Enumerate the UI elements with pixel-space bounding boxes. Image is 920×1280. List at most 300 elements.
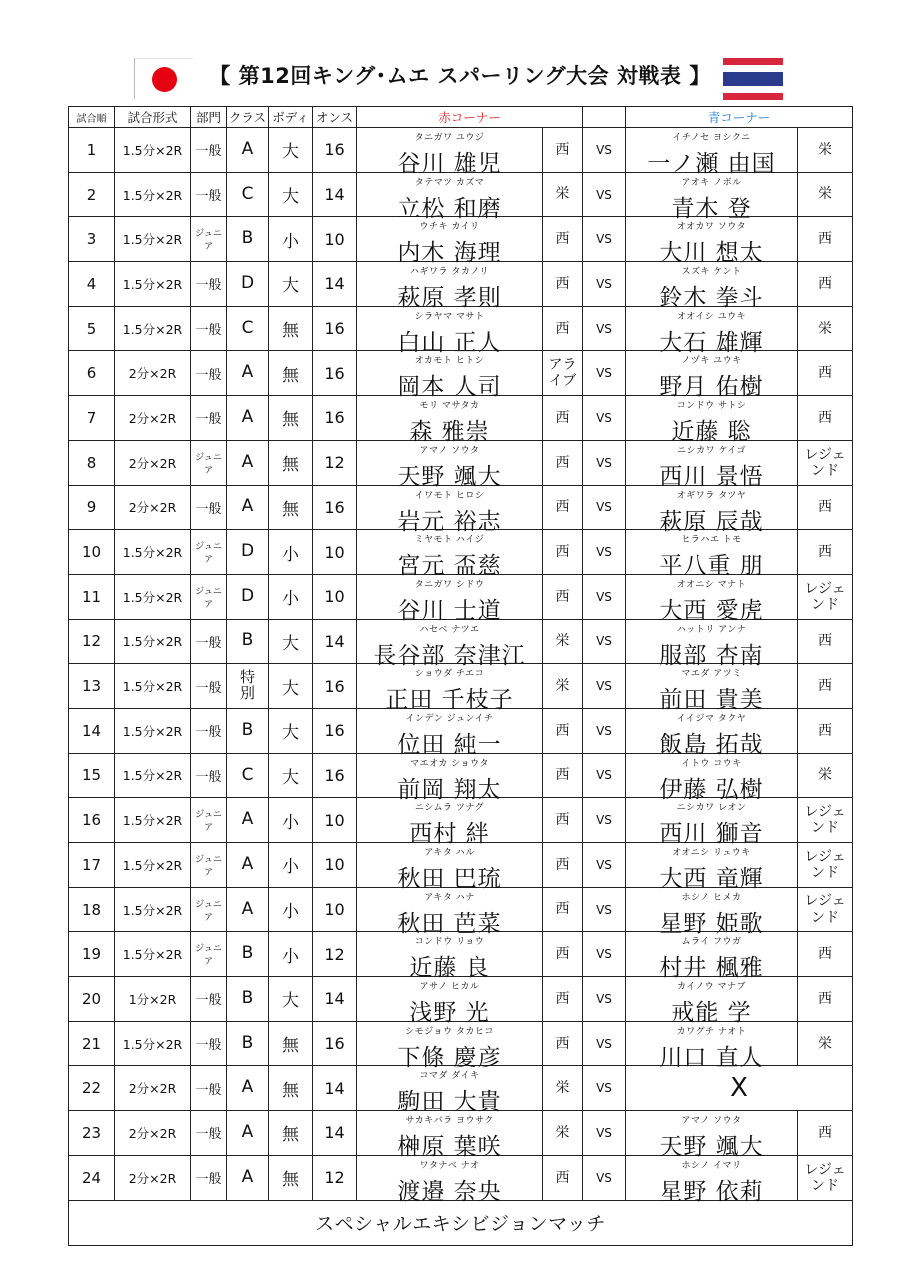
- match-division: 一般: [191, 619, 227, 664]
- match-row: [69, 887, 853, 932]
- blue-fighter: [626, 1111, 798, 1161]
- match-division: 一般: [191, 128, 227, 173]
- match-ounce: 10: [313, 798, 357, 843]
- vs-label: VS: [583, 440, 626, 485]
- vs-label: VS: [583, 887, 626, 932]
- match-row: [69, 753, 853, 798]
- red-fighter-kana: ショウダ チエコ: [414, 669, 485, 680]
- match-row: [69, 1111, 853, 1156]
- match-ounce: 16: [313, 708, 357, 753]
- red-fighter-gym: [543, 753, 583, 798]
- match-format: 1.5分×2R: [115, 262, 191, 307]
- blue-fighter-kana: アマノ ソウタ: [681, 1116, 742, 1127]
- blue-fighter-name: 平八重 朋: [659, 553, 764, 580]
- match-row: [69, 1066, 853, 1111]
- match-body: 小: [269, 530, 313, 575]
- red-fighter-kana: アマノ ソウタ: [419, 445, 480, 456]
- match-body: 無: [269, 396, 313, 441]
- red-fighter-kana: サカキバラ ヨウサク: [405, 1116, 494, 1127]
- match-format: 1.5分×2R: [115, 708, 191, 753]
- blue-gym-text: 西: [818, 990, 833, 1007]
- blue-fighter: [626, 262, 798, 312]
- header-no: 試合順: [69, 107, 115, 128]
- red-fighter: [357, 306, 543, 356]
- match-division: 一般: [191, 708, 227, 753]
- match-number: 12: [69, 619, 115, 664]
- match-division: 一般: [191, 753, 227, 798]
- vs-label: VS: [583, 128, 626, 173]
- match-body: 小: [269, 887, 313, 932]
- blue-fighter-name: 西川 景悟: [659, 463, 764, 490]
- red-fighter: [357, 262, 543, 312]
- match-format: 1.5分×2R: [115, 843, 191, 888]
- blue-fighter: [626, 172, 798, 222]
- blue-fighter: [626, 530, 798, 580]
- blue-fighter-kana: マエダ アツミ: [681, 669, 742, 680]
- blue-fighter: [626, 485, 798, 535]
- red-fighter: [357, 843, 543, 892]
- header-body: ボディ: [269, 107, 313, 128]
- vs-label: VS: [583, 1066, 626, 1111]
- blue-fighter-gym: [798, 306, 853, 351]
- blue-fighter-name: 西川 獅音: [659, 821, 764, 848]
- vs-label: VS: [583, 574, 626, 619]
- match-division: 一般: [191, 172, 227, 217]
- red-fighter-name: 谷川 士道: [397, 597, 502, 624]
- vs-label: VS: [583, 843, 626, 888]
- match-number: 22: [69, 1066, 115, 1111]
- match-number: 20: [69, 977, 115, 1022]
- match-class: A: [227, 396, 269, 441]
- japan-flag-icon: [134, 58, 193, 99]
- red-fighter-name: 谷川 雄児: [397, 151, 502, 177]
- match-ounce: 16: [313, 128, 357, 173]
- page-header: [0, 52, 920, 108]
- match-division: 一般: [191, 1111, 227, 1156]
- match-number: 16: [69, 798, 115, 843]
- blue-fighter-kana: ハットリ アンナ: [676, 624, 747, 635]
- special-exhibition-footer: スペシャルエキシビジョンマッチ: [69, 1200, 853, 1245]
- match-division: 一般: [191, 396, 227, 441]
- red-fighter-kana: ハセベ ナツエ: [419, 624, 480, 635]
- red-gym-text: 栄: [555, 633, 570, 650]
- red-fighter-kana: ハギワラ タカノリ: [409, 267, 489, 278]
- red-fighter-name: 白山 正人: [397, 329, 502, 356]
- red-gym-text: 西: [555, 946, 570, 963]
- blue-gym-text: 西: [818, 946, 833, 963]
- blue-fighter-gym: [798, 396, 853, 441]
- blue-fighter: [626, 798, 798, 848]
- red-gym-text: 西: [555, 499, 570, 516]
- red-fighter-name: 正田 千枝子: [385, 687, 514, 714]
- red-gym-text: 西: [555, 812, 570, 829]
- red-fighter: [357, 932, 543, 982]
- match-division: 一般: [191, 664, 227, 709]
- match-division: 一般: [191, 1155, 227, 1200]
- blue-fighter: [626, 574, 798, 624]
- red-fighter: [357, 530, 543, 580]
- match-body: 大: [269, 619, 313, 664]
- blue-fighter-kana: オギワラ タツヤ: [676, 490, 747, 501]
- match-number: 3: [69, 217, 115, 262]
- match-body: 無: [269, 1111, 313, 1156]
- match-body: 無: [269, 1021, 313, 1066]
- vs-label: VS: [583, 1111, 626, 1156]
- red-fighter-name: 岡本 人司: [397, 374, 502, 401]
- match-division: 一般: [191, 351, 227, 396]
- blue-fighter-kana: イトウ コウキ: [681, 758, 742, 769]
- blue-gym-text: 西: [818, 499, 833, 516]
- blue-fighter-gym: [798, 753, 853, 798]
- blue-fighter-gym: [798, 977, 853, 1022]
- red-fighter-gym: [543, 485, 583, 530]
- match-ounce: 14: [313, 977, 357, 1022]
- blue-gym-text: 西: [818, 365, 833, 382]
- match-body: 無: [269, 351, 313, 396]
- match-format: 1分×2R: [115, 977, 191, 1022]
- blue-fighter-name: 星野 依莉: [659, 1178, 764, 1205]
- match-number: 4: [69, 262, 115, 307]
- match-class: A: [227, 440, 269, 485]
- blue-gym-text: 栄: [818, 186, 833, 203]
- match-division: ジュニア: [191, 798, 227, 843]
- blue-fighter-gym: [798, 843, 853, 888]
- blue-fighter-kana: コンドウ サトシ: [676, 401, 747, 412]
- blue-fighter-kana: ムライ フウガ: [681, 937, 742, 948]
- red-fighter-name: 立松 和磨: [397, 195, 502, 222]
- match-ounce: 10: [313, 217, 357, 262]
- blue-fighter-name: 大石 雄輝: [659, 329, 764, 356]
- red-fighter-kana: ニシムラ ツナグ: [414, 803, 485, 814]
- match-ounce: 16: [313, 351, 357, 396]
- match-body: 大: [269, 753, 313, 798]
- red-fighter: [357, 351, 543, 401]
- blue-gym-text: 西: [818, 1124, 833, 1141]
- red-fighter-kana: タニガワ シドウ: [414, 579, 485, 590]
- match-class: D: [227, 574, 269, 619]
- blue-fighter-gym: [798, 530, 853, 575]
- blue-fighter: [626, 932, 798, 982]
- header-vs-spacer: [583, 107, 626, 128]
- red-fighter: [357, 708, 543, 758]
- blue-fighter-name: 川口 直人: [659, 1044, 764, 1071]
- match-body: 大: [269, 708, 313, 753]
- red-fighter: [357, 798, 543, 848]
- match-body: 大: [269, 977, 313, 1022]
- blue-fighter-gym: [798, 798, 853, 843]
- blue-fighter-gym: [798, 1111, 853, 1156]
- vs-label: VS: [583, 753, 626, 798]
- match-class: D: [227, 262, 269, 307]
- match-division: ジュニア: [191, 530, 227, 575]
- match-class: C: [227, 753, 269, 798]
- red-fighter: [357, 1066, 543, 1116]
- match-class: A: [227, 843, 269, 888]
- red-fighter-gym: [543, 977, 583, 1022]
- red-fighter: [357, 172, 543, 222]
- match-format: 1.5分×2R: [115, 932, 191, 977]
- match-division: 一般: [191, 485, 227, 530]
- match-class: D: [227, 530, 269, 575]
- match-class: A: [227, 1111, 269, 1156]
- match-row: [69, 217, 853, 262]
- match-format: 1.5分×2R: [115, 887, 191, 932]
- red-fighter-name: 駒田 大貴: [397, 1089, 502, 1116]
- blue-fighter-name: 青木 登: [671, 195, 752, 222]
- red-gym-text: 西: [555, 320, 570, 337]
- header-format: 試合形式: [115, 107, 191, 128]
- match-division: ジュニア: [191, 217, 227, 262]
- match-division: ジュニア: [191, 932, 227, 977]
- match-row: [69, 485, 853, 530]
- red-fighter-kana: モリ マサタカ: [419, 401, 480, 412]
- match-table-wrapper: [68, 106, 852, 1246]
- red-gym-text: 西: [555, 543, 570, 560]
- match-format: 1.5分×2R: [115, 530, 191, 575]
- blue-fighter-kana: ホシノ イマリ: [681, 1160, 742, 1171]
- red-fighter-name: 渡邉 奈央: [397, 1178, 502, 1205]
- blue-gym-text: 栄: [818, 767, 833, 784]
- blue-fighter-name: 村井 楓雅: [659, 955, 764, 982]
- match-body: 無: [269, 1066, 313, 1111]
- blue-fighter-name: 前田 貴美: [659, 687, 764, 714]
- match-class: A: [227, 1155, 269, 1200]
- match-format: 1.5分×2R: [115, 1021, 191, 1066]
- match-division: ジュニア: [191, 887, 227, 932]
- blue-fighter: [626, 753, 798, 803]
- blue-gym-text: 栄: [818, 1035, 833, 1052]
- red-fighter-name: 長谷部 奈津江: [373, 642, 526, 669]
- red-fighter-gym: [543, 172, 583, 217]
- match-ounce: 16: [313, 664, 357, 709]
- match-number: 18: [69, 887, 115, 932]
- match-row: [69, 530, 853, 575]
- match-division: ジュニア: [191, 574, 227, 619]
- match-class: A: [227, 798, 269, 843]
- match-format: 2分×2R: [115, 1111, 191, 1156]
- match-ounce: 10: [313, 530, 357, 575]
- blue-fighter-name: 戒能 学: [671, 1000, 752, 1027]
- blue-fighter-name: 飯島 拓哉: [659, 731, 764, 758]
- red-fighter-kana: シラヤマ マサト: [414, 311, 485, 322]
- match-ounce: 12: [313, 1155, 357, 1200]
- red-fighter-gym: [543, 1111, 583, 1156]
- thailand-flag-icon: [723, 58, 783, 100]
- red-fighter: [357, 887, 543, 937]
- blue-gym-text: 栄: [818, 141, 833, 158]
- match-row: [69, 574, 853, 619]
- vs-label: VS: [583, 396, 626, 441]
- blue-fighter-kana: ニシカワ ケイゴ: [677, 445, 746, 456]
- match-number: 5: [69, 306, 115, 351]
- vs-label: VS: [583, 306, 626, 351]
- red-fighter-name: 近藤 良: [409, 955, 490, 982]
- blue-gym-text: レジェンド: [804, 848, 846, 881]
- vs-label: VS: [583, 172, 626, 217]
- match-format: 2分×2R: [115, 1066, 191, 1111]
- match-class: A: [227, 351, 269, 396]
- red-gym-text: 西: [555, 767, 570, 784]
- blue-gym-text: レジェンド: [804, 580, 846, 613]
- match-format: 1.5分×2R: [115, 753, 191, 798]
- match-format: 2分×2R: [115, 396, 191, 441]
- header-division: 部門: [191, 107, 227, 128]
- match-number: 13: [69, 664, 115, 709]
- blue-fighter-name: 大西 竜輝: [659, 866, 764, 892]
- match-class: [227, 664, 269, 709]
- blue-fighter-gym: [798, 128, 853, 173]
- vs-label: VS: [583, 619, 626, 664]
- match-number: 24: [69, 1155, 115, 1200]
- match-number: 23: [69, 1111, 115, 1156]
- vs-label: VS: [583, 530, 626, 575]
- match-number: 19: [69, 932, 115, 977]
- match-ounce: 10: [313, 843, 357, 888]
- match-number: 14: [69, 708, 115, 753]
- match-row: [69, 172, 853, 217]
- blue-gym-text: レジェンド: [804, 893, 846, 926]
- blue-fighter-kana: オオニシ マナト: [676, 579, 747, 590]
- match-ounce: 10: [313, 574, 357, 619]
- match-ounce: 16: [313, 396, 357, 441]
- match-format: 2分×2R: [115, 351, 191, 396]
- match-number: 7: [69, 396, 115, 441]
- vs-label: VS: [583, 932, 626, 977]
- match-class: B: [227, 1021, 269, 1066]
- blue-fighter-gym: [798, 664, 853, 709]
- red-fighter-kana: ワタナベ ナオ: [419, 1160, 480, 1171]
- red-fighter-gym: [543, 530, 583, 575]
- match-row: [69, 262, 853, 307]
- match-row: [69, 708, 853, 753]
- match-body: 小: [269, 932, 313, 977]
- blue-gym-text: レジェンド: [804, 1161, 846, 1194]
- match-row: [69, 1021, 853, 1066]
- match-table: [68, 106, 853, 1246]
- red-fighter-gym: [543, 128, 583, 173]
- vs-label: VS: [583, 664, 626, 709]
- match-number: 11: [69, 574, 115, 619]
- match-format: 1.5分×2R: [115, 619, 191, 664]
- red-fighter: [357, 619, 543, 669]
- blue-fighter: [626, 217, 798, 267]
- blue-fighter-kana: オオイシ ユウキ: [676, 311, 747, 322]
- red-gym-text: 西: [555, 722, 570, 739]
- red-gym-text: 栄: [555, 186, 570, 203]
- header-class: クラス: [227, 107, 269, 128]
- red-fighter-gym: [543, 1155, 583, 1200]
- red-fighter-kana: シモジョウ タカヒコ: [405, 1026, 494, 1037]
- blue-fighter: [626, 619, 798, 669]
- blue-fighter-name: 伊藤 弘樹: [659, 776, 764, 803]
- red-fighter-kana: タニガワ ユウジ: [414, 133, 485, 143]
- blue-fighter-name: 萩原 辰哉: [659, 508, 764, 535]
- match-row: [69, 664, 853, 709]
- blue-fighter: [626, 664, 798, 714]
- match-number: 15: [69, 753, 115, 798]
- red-fighter-gym: [543, 574, 583, 619]
- red-gym-text: 西: [555, 275, 570, 292]
- match-ounce: 12: [313, 932, 357, 977]
- blue-fighter-gym: [798, 619, 853, 664]
- match-division: 一般: [191, 306, 227, 351]
- match-division: 一般: [191, 262, 227, 307]
- red-fighter-name: 天野 颯大: [397, 463, 502, 490]
- match-format: 1.5分×2R: [115, 664, 191, 709]
- match-row: [69, 843, 853, 888]
- match-row: [69, 351, 853, 396]
- blue-fighter: [626, 1155, 798, 1205]
- match-body: 大: [269, 262, 313, 307]
- match-body: 無: [269, 485, 313, 530]
- blue-fighter-gym: [798, 1155, 853, 1200]
- red-fighter-gym: [543, 1066, 583, 1111]
- blue-fighter-kana: オオカワ ソウタ: [676, 222, 747, 233]
- red-fighter-gym: [543, 262, 583, 307]
- match-class-text: 特別: [239, 668, 255, 703]
- match-division: ジュニア: [191, 440, 227, 485]
- red-fighter-gym: [543, 440, 583, 485]
- match-body: 無: [269, 1155, 313, 1200]
- match-row: [69, 440, 853, 485]
- red-fighter: [357, 440, 543, 490]
- red-gym-text: 栄: [555, 678, 570, 695]
- match-division: ジュニア: [191, 843, 227, 888]
- match-ounce: 16: [313, 306, 357, 351]
- match-ounce: 12: [313, 440, 357, 485]
- red-fighter-name: 浅野 光: [409, 1000, 490, 1027]
- match-format: 1.5分×2R: [115, 172, 191, 217]
- blue-fighter-name: 大西 愛虎: [659, 597, 764, 624]
- header-red-corner: 赤コーナー: [357, 107, 583, 128]
- match-class: A: [227, 485, 269, 530]
- blue-fighter-kana: アオキ ノボル: [681, 177, 742, 188]
- match-body: 無: [269, 306, 313, 351]
- red-fighter-name: 萩原 孝則: [397, 285, 502, 312]
- red-fighter-kana: ミヤモト ハイジ: [414, 535, 485, 546]
- match-division: 一般: [191, 1021, 227, 1066]
- blue-fighter-kana: スズキ ケント: [681, 267, 742, 278]
- match-class: A: [227, 887, 269, 932]
- vs-label: VS: [583, 351, 626, 396]
- red-gym-text: 西: [555, 1035, 570, 1052]
- red-fighter-kana: コマダ ダイキ: [419, 1071, 480, 1082]
- red-fighter-gym: [543, 708, 583, 753]
- match-class: B: [227, 708, 269, 753]
- match-ounce: 14: [313, 1066, 357, 1111]
- match-ounce: 16: [313, 753, 357, 798]
- red-fighter-name: 位田 純一: [397, 731, 502, 758]
- header-blue-corner: 青コーナー: [626, 107, 853, 128]
- red-gym-text: 西: [555, 856, 570, 873]
- blue-fighter: [626, 351, 798, 401]
- match-ounce: 16: [313, 1021, 357, 1066]
- red-gym-text: 西: [555, 901, 570, 918]
- red-fighter: [357, 128, 543, 177]
- red-gym-text: 栄: [555, 1080, 570, 1097]
- match-ounce: 14: [313, 262, 357, 307]
- match-division: 一般: [191, 977, 227, 1022]
- vs-label: VS: [583, 798, 626, 843]
- red-fighter-kana: アサノ ヒカル: [419, 982, 480, 993]
- blue-fighter-tbd: X: [626, 1066, 853, 1111]
- match-class: A: [227, 1066, 269, 1111]
- match-number: 17: [69, 843, 115, 888]
- blue-fighter-kana: ヒラハエ トモ: [681, 535, 742, 546]
- red-fighter-name: 榊原 葉咲: [397, 1134, 502, 1161]
- match-format: 1.5分×2R: [115, 306, 191, 351]
- blue-fighter-kana: カイノウ マナブ: [676, 982, 747, 993]
